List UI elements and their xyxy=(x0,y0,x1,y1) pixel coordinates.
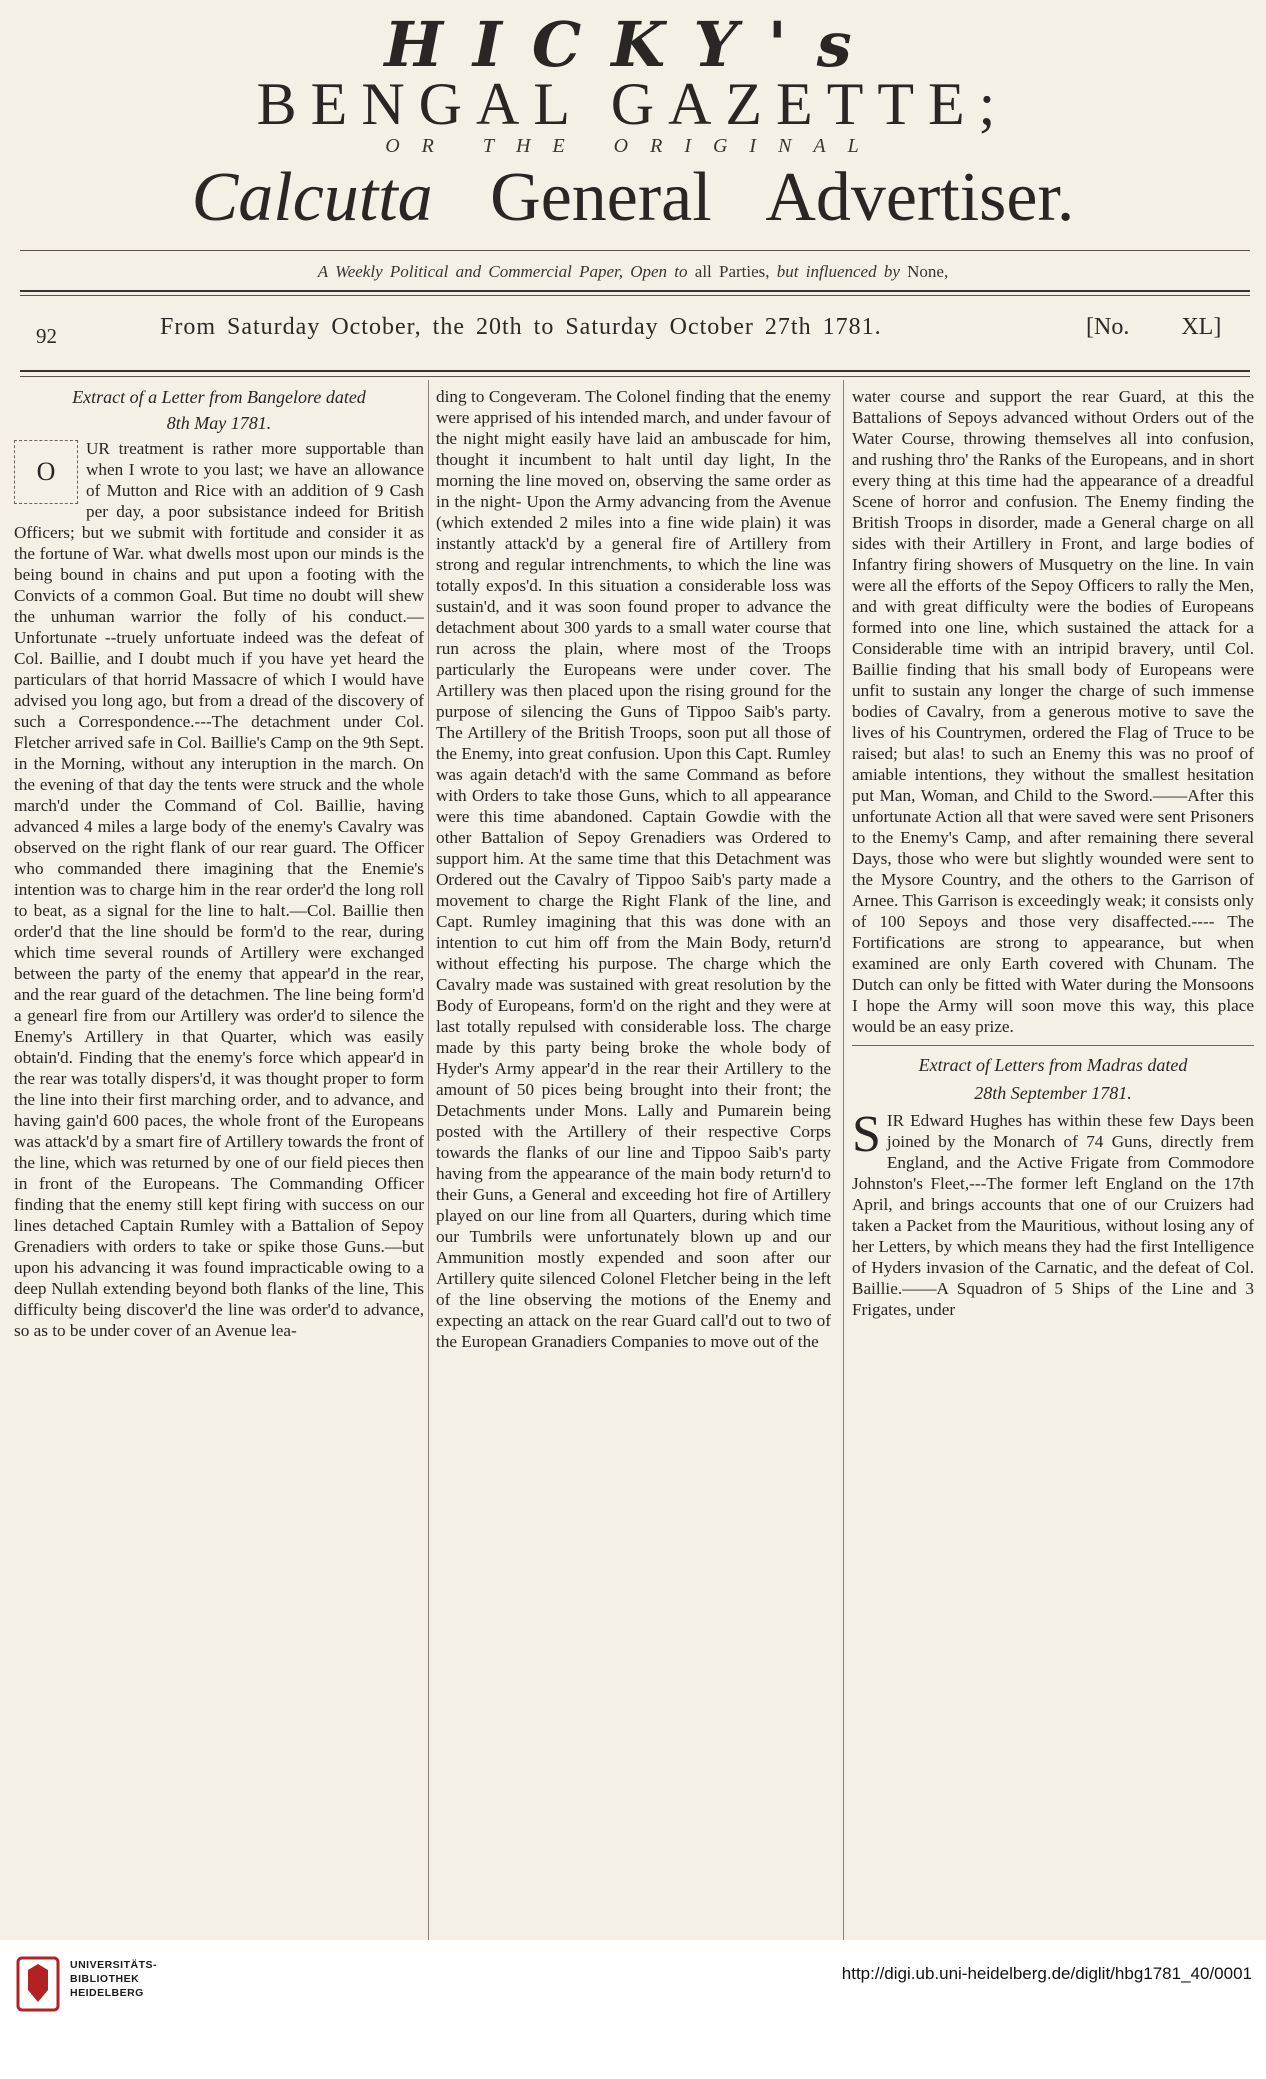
bangelore-letter-text: UR treatment is rather more supportable than when I wrote to you last; we have an allowance of Mutton and Rice with an addition of 9 Cash per day, a poor subsistance indeed for British Officers; but we submit with fortitude and consider it as the fortune of War. what dwells most upon our minds is the being bound in chains and put upon a footing with the Convicts of a common Goal. But time no doubt will shew the unhuman warrior the folly of his conduct.— Unfortunate --truely unfortuate indeed was the defeat of Col. Baillie, and I doubt much if you have yet heard the particulars of that horrid Massacre of which I would have advised you long ago, but from a dread of the discovery of such a Correspondence.---The detachment under Col. Fletcher arrived safe in Col. Baillie's Camp on the 9th Sept. in the Morning, without any interuption in the march. On the evening of that day the tents were struck and the whole march'd under the Command of Col. Baillie, having advanced 4 miles a large body of the enemy's Cavalry was observed on the right flank of our rear guard. The Officer who commanded there imagining that the Enemie's intention was to charge him in the rear order'd the long roll to beat, as a signal for the line to halt.—Col. Baillie then order'd that the line should be form'd to the rear, during which time several rounds of Artillery were exchanged between the party of the enemy that appear'd in the rear, and the rear guard of the detachmen. The line being form'd a genearl fire from our Artillery was order'd to silence the Enemy's Artillery in that Quarter, which was easily obtain'd. Finding that the enemy's force which appear'd in the rear was totally dispers'd, it was thought proper to form the line into their first marching order, and to advance, and having gain'd 600 paces, the whole front of the Europeans was attack'd by a smart fire of Artillery towards the front of the line, which was returned by one of our field pieces then in front of the Europeans. The Commanding Officer finding that the enemy still kept firing with success on our lines detached Captain Rumley with a Battalion of Sepoy Grenadiers with orders to take or spike those Guns.—but upon his advancing it was found impracticable owing to a deep Nullah extending beyond both flanks of the line, This difficulty being discover'd the line was order'd to advance, so as to be under cover of an Avenue lea- xyxy=(14,439,424,1340)
madras-heading: Extract of Letters from Madras dated xyxy=(918,1055,1188,1075)
tagline-part-d: None, xyxy=(907,262,949,281)
tagline-part-c: but influenced by xyxy=(776,262,900,281)
tagline xyxy=(0,262,1266,282)
library-name-line-2: BIBLIOTHEK xyxy=(70,1973,140,1985)
column-3 xyxy=(852,386,1254,1936)
university-seal-icon xyxy=(16,1956,60,2012)
masthead-or-the-original: OR THE ORIGINAL xyxy=(385,135,881,157)
masthead-bengal-gazette: BENGAL GAZETTE; xyxy=(256,71,1010,137)
masthead-hickys: HICKY's xyxy=(384,8,882,81)
issue-number: [No. XL] xyxy=(1086,314,1222,340)
library-name-line-1: UNIVERSITÄTS- xyxy=(70,1959,158,1971)
tagline-rule-thin xyxy=(20,295,1250,296)
madras-letter xyxy=(852,1106,1254,1320)
library-name xyxy=(70,1958,157,2000)
issue-rule-thin xyxy=(20,376,1250,377)
madras-letter-text: IR Edward Hughes has within these few Days been joined by the Monarch of 74 Guns, directly frem England, and the Active Frigate from Commodore Johnston's Fleet,---The former left England on the 17th April, and brings accounts that one of our Cruizers had taken a Packet from the Mauritious, without losing any of her Letters, by which means they had the first Intelligence of Hyders invasion of the Carnatic, and the defeat of Col. Baillie.——A Squadron of 5 Ships of the Line and 3 Frigates, under xyxy=(852,1111,1254,1319)
masthead-rule-top xyxy=(20,250,1250,251)
drop-cap-o: O xyxy=(14,440,78,504)
column-1 xyxy=(14,386,424,1936)
column-separator-2 xyxy=(843,380,844,1940)
madras-rule-top xyxy=(852,1045,1254,1046)
madras-date: 28th September 1781. xyxy=(974,1083,1132,1103)
bangelore-heading: Extract of a Letter from Bangelore dated xyxy=(72,387,366,407)
column-2-text: ding to Congeveram. The Colonel finding that the enemy were apprised of his intended march, and under favour of the night might easily have laid an ambuscade for him, thought it incumbent to halt until day light, In the morning the line moved on, observing the same order as in the night- Upon the Army advancing from the Avenue (which extended 2 miles into a fine wide plain) it was instantly attack'd by a general fire of Artillery from strong and regular intrenchments, to which the line was totally expos'd. In this situation a considerable loss was sustain'd, and it was soon found proper to advance the detachment about 300 yards to a small water course that run across the plain, where most of the Troops particularly the Europeans were under cover. The Artillery was then placed upon the rising ground for the purpose of silencing the Guns of Tippoo Saib's party. The Artillery of the British Troops, soon put all those of the Enemy, into great confusion. Upon this Capt. Rumley was again detach'd with the same Command as before with Orders to take those Guns, which to all appearance were this time abandoned. Captain Gowdie with the other Battalion of Sepoy Grenadiers was Ordered to support him. At the same time that this Detachment was Ordered out the Cavalry of Tippoo Saib's party made a movement to charge the Right Flank of the line, and Capt. Rumley imagining that this was done with an intention to cut him off from the Main Body, return'd without effecting his purpose. The charge which the Cavalry made was sustained with great resolution by the Body of Europeans, form'd on the right and they were at last totally repulsed with considerable loss. The charge made by this party being broke the whole body of Hyder's Army appear'd in the rear their Artillery to the amount of 50 pices being brought into their front; the Detachments under Mons. Lally and Pumarein being posted with the Artillery of their respective Corps towards the flanks of our line and Tippoo Saib's party having from the appearance of the main body return'd to their Guns, a General and exceeding hot fire of Artillery played on our line from all Quarters, during which time our Tumbrils were unfortunately blown up and our Ammunition mostly expended and soon after our Artillery quite silenced Colonel Fletcher being in the left of the line observing the motions of the Enemy and expecting an attack on the rear Guard call'd out to two of the European Granadiers Companies to move out of the xyxy=(436,387,831,1351)
bangelore-letter xyxy=(14,438,424,1341)
tagline-part-a: A Weekly Political and Commercial Paper, Open to xyxy=(317,262,688,281)
tagline-rule xyxy=(20,290,1250,292)
drop-cap-s: S xyxy=(852,1106,881,1163)
column-separator-1 xyxy=(428,380,429,1940)
library-name-line-3: HEIDELBERG xyxy=(70,1987,144,1999)
dateline: From Saturday October, the 20th to Saturday October 27th 1781. xyxy=(160,314,882,340)
masthead-general-advertiser: General Advertiser. xyxy=(490,159,1075,236)
masthead-calcutta-general-advertiser xyxy=(0,158,1266,238)
page-number: 92 xyxy=(36,324,57,348)
tagline-part-b: all Parties, xyxy=(694,262,770,281)
column-3-text: water course and support the rear Guard, at this the Battalions of Sepoys advanced without Orders out of the Water Course, throwing themselves all into confusion, and rushing thro' the Ranks of the Europeans, and in short every thing at this time had the appearance of a dreadful Scene of horror and confusion. The Enemy finding the British Troops in disorder, made a General charge on all sides with their Artillery in Front, and large bodies of Infantry firing showers of Musquetry on the line. In vain were all the efforts of the Sepoy Officers to rally the Men, and with great difficulty were the bodies of Europeans formed into one line, which sustained the attack for a Considerable time with an intripid bravery, until Col. Baillie finding that his small body of Europeans were unfit to sustain any longer the charge of such immense bodies of Cavalry, from a generous motive to save the lives of his Countrymen, ordered the Flag of Truce to be raised; but alas! to such an Enemy this was no proof of amiable intentions, they without the smallest hesitation put Man, Woman, and Child to the Sword.——After this unfortunate Action all that were saved were sent Prisoners to the Enemy's Camp, and after remaining there several Days, those who were but slightly wounded were sent to the Mysore Country, and the others to the Garrison of Arnee. This Garrison is exceedingly weak; it consists only of 100 Sepoys and those very disaffected.---- The Fortifications are strong to appearance, but when examined are only Earth covered with Chunam. The Dutch can only be fitted with Water during the Monsoons I hope the Army will soon move this way, this place would be an easy prize. xyxy=(852,387,1254,1036)
source-url[interactable]: http://digi.ub.uni-heidelberg.de/diglit/hbg1781_40/0001 xyxy=(841,1964,1252,1983)
issue-rule xyxy=(20,370,1250,372)
issue-line xyxy=(0,306,1266,346)
column-2 xyxy=(436,386,831,1936)
masthead-calcutta: Calcutta xyxy=(191,159,433,236)
bangelore-date: 8th May 1781. xyxy=(166,413,272,433)
digitization-footer xyxy=(0,1940,1266,2079)
